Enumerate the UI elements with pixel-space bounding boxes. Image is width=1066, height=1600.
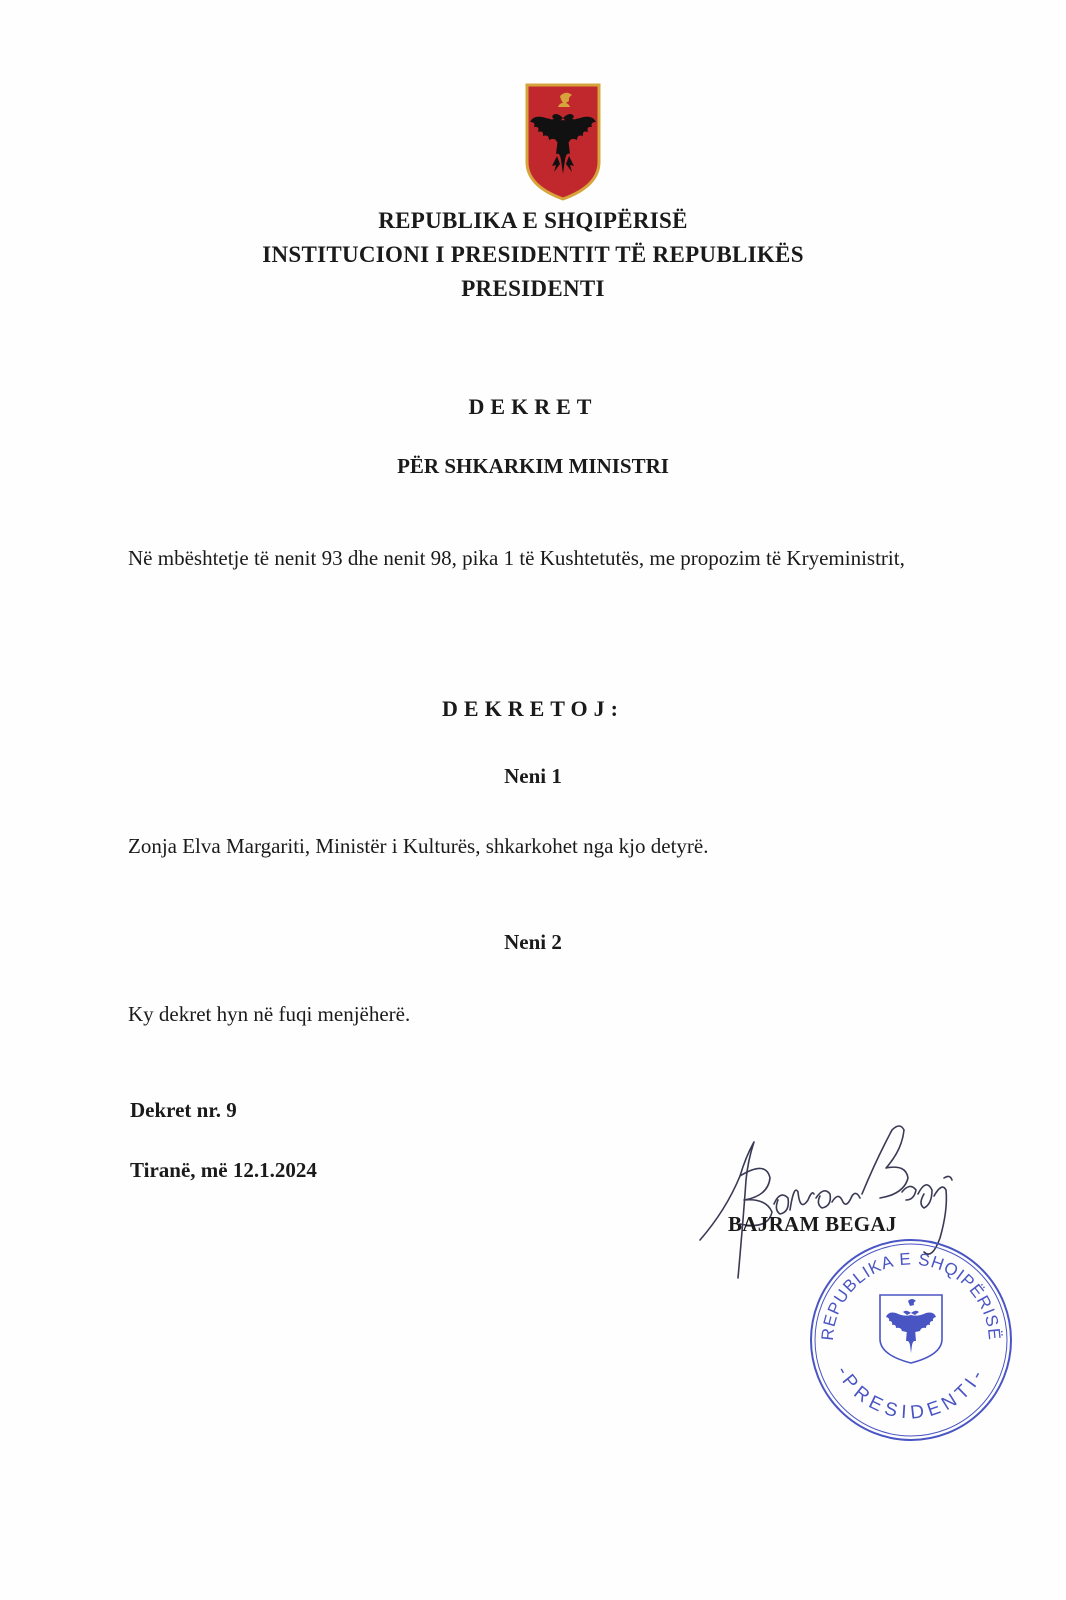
decree-operative-word: DEKRETOJ: — [442, 696, 624, 721]
albanian-eagle-emblem-icon — [524, 82, 602, 202]
signer-name: BAJRAM BEGAJ — [728, 1212, 897, 1236]
header-institution: INSTITUCIONI I PRESIDENTIT TË REPUBLIKËS — [262, 242, 804, 267]
header-country: REPUBLIKA E SHQIPËRISË — [378, 208, 688, 233]
svg-text:REPUBLIKA E SHQIPËRISË: REPUBLIKA E SHQIPËRISË — [817, 1249, 1005, 1342]
header-office: PRESIDENTI — [461, 276, 605, 301]
decree-place-date: Tiranë, më 12.1.2024 — [130, 1158, 317, 1182]
decree-title: DEKRET — [468, 394, 598, 419]
article-1-text: Zonja Elva Margariti, Ministër i Kulturës, shkarkohet nga kjo detyrë. — [128, 834, 709, 858]
svg-text:-PRESIDENTI-: -PRESIDENTI- — [831, 1362, 991, 1424]
article-1-heading: Neni 1 — [504, 764, 562, 788]
article-2-heading: Neni 2 — [504, 930, 562, 954]
decree-number: Dekret nr. 9 — [130, 1098, 237, 1122]
decree-subtitle: PËR SHKARKIM MINISTRI — [397, 454, 669, 478]
presidential-seal — [808, 1237, 1014, 1443]
article-2-text: Ky dekret hyn në fuqi menjëherë. — [128, 1002, 411, 1026]
decree-preamble: Në mbështetje të nenit 93 dhe nenit 98, pika 1 të Kushtetutës, me propozim të Kryeministrit, — [128, 546, 905, 570]
